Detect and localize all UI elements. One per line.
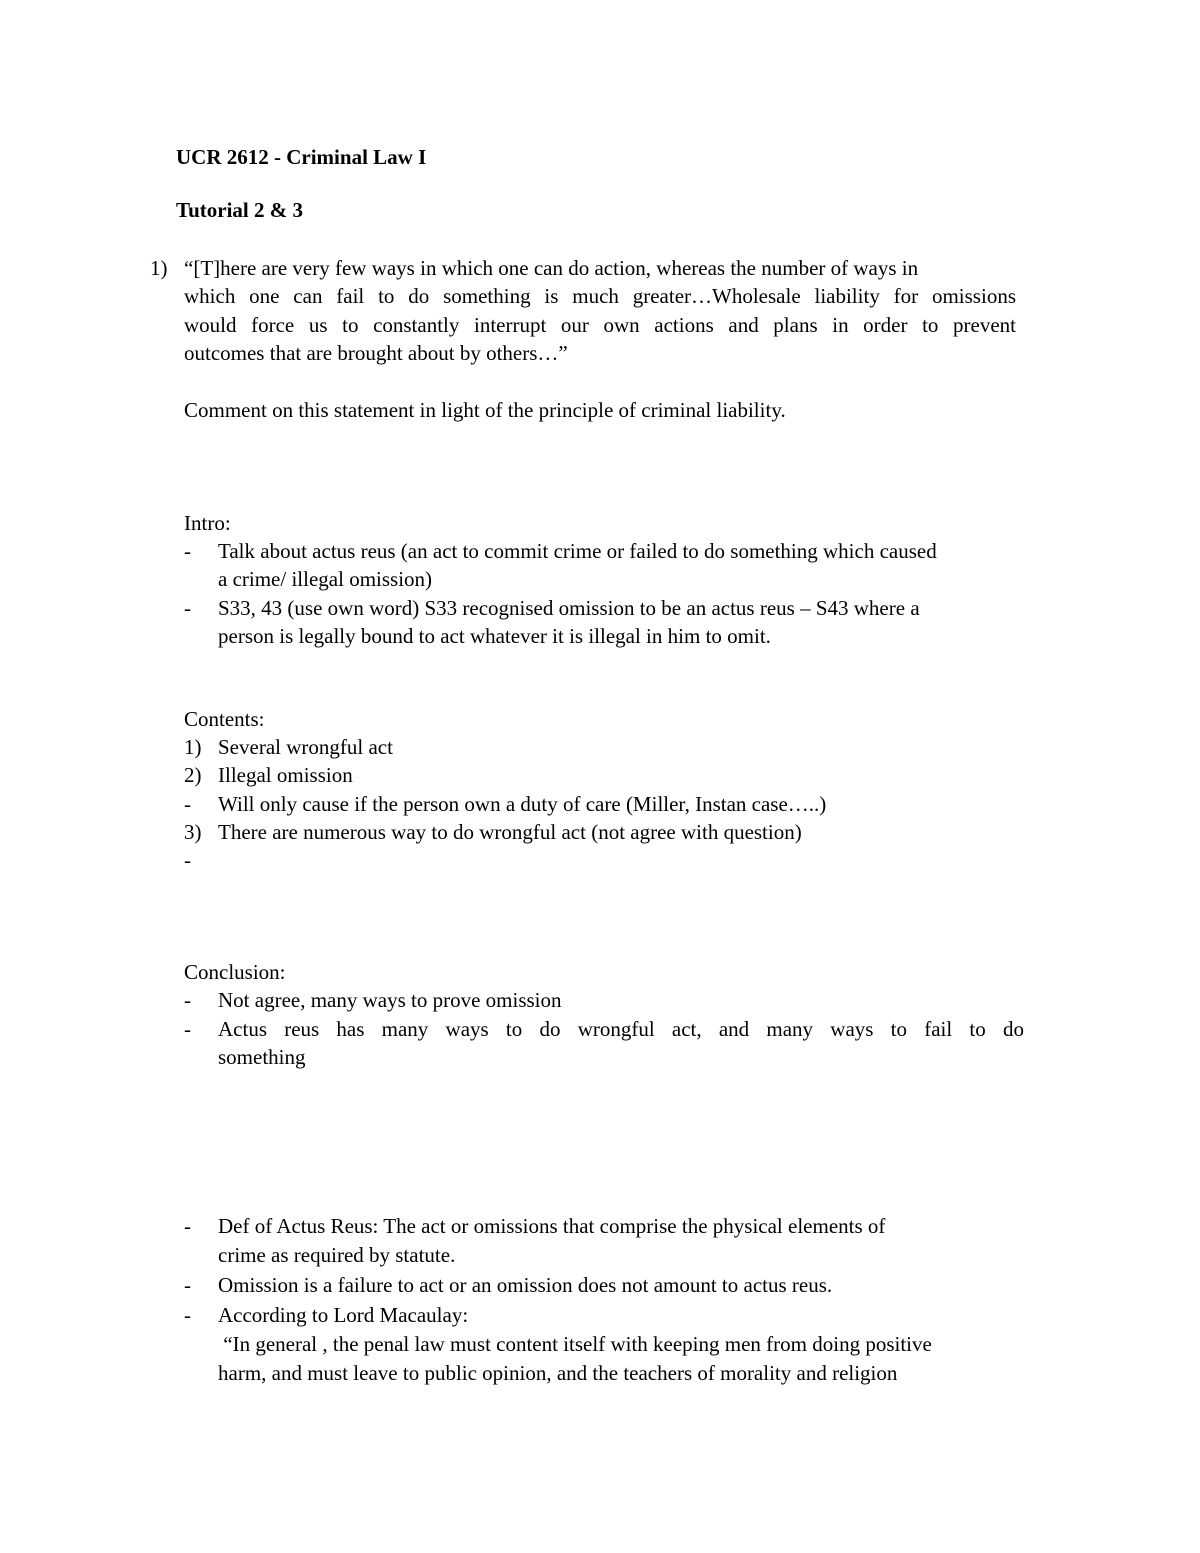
contents-heading: Contents: [184, 707, 265, 731]
conclusion-heading: Conclusion: [184, 960, 286, 984]
list-item-text: Def of Actus Reus: The act or omissions that comprise the physical elements of [218, 1214, 886, 1238]
list-item [0, 1212, 1200, 1241]
list-item [0, 1271, 1200, 1300]
bullet-marker: - [184, 596, 191, 620]
question-quote-line: “[T]here are very few ways in which one can do action, whereas the number of ways in [184, 256, 919, 280]
bullet-marker: - [184, 848, 191, 872]
list-item-text: There are numerous way to do wrongful act (not agree with question) [218, 820, 802, 844]
list-item-text: Will only cause if the person own a duty of care (Miller, Instan case…..) [218, 792, 827, 816]
list-item-text: According to Lord Macaulay: [218, 1303, 469, 1327]
list-item-text: Not agree, many ways to prove omission [218, 988, 562, 1012]
list-item [0, 1015, 1200, 1044]
list-item [0, 790, 1200, 819]
list-item-continuation: crime as required by statute. [218, 1243, 456, 1267]
question-number: 1) [150, 256, 168, 280]
list-marker: 1) [184, 735, 202, 759]
list-item [0, 1301, 1200, 1330]
list-item-text: S33, 43 (use own word) S33 recognised omission to be an actus reus – S43 where a [218, 596, 920, 620]
list-item [0, 818, 1200, 847]
bullet-marker: - [184, 1303, 191, 1327]
list-item-text: Several wrongful act [218, 735, 393, 759]
question-instruction: Comment on this statement in light of the principle of criminal liability. [184, 398, 786, 422]
list-item [0, 594, 1200, 623]
list-item-text: Illegal omission [218, 763, 353, 787]
question-quote-line: would force us to constantly interrupt our own actions and plans in order to prevent [184, 313, 1016, 337]
list-item-text: Omission is a failure to act or an omission does not amount to actus reus. [218, 1273, 833, 1297]
list-item-continuation: something [218, 1045, 306, 1069]
bullet-marker: - [184, 1017, 191, 1041]
list-item-text: Talk about actus reus (an act to commit crime or failed to do something which caused [218, 539, 937, 563]
intro-heading: Intro: [184, 511, 231, 535]
list-item-continuation: a crime/ illegal omission) [218, 567, 433, 591]
bullet-marker: - [184, 988, 191, 1012]
question-quote-line: which one can fail to do something is much greater…Wholesale liability for omissions [184, 284, 1016, 308]
list-marker: 3) [184, 820, 202, 844]
list-marker: 2) [184, 763, 202, 787]
bullet-marker: - [184, 1214, 191, 1238]
document-subtitle: Tutorial 2 & 3 [176, 198, 303, 222]
bullet-marker: - [184, 792, 191, 816]
question-quote-line: outcomes that are brought about by others…” [184, 341, 568, 365]
list-item [0, 537, 1200, 566]
list-item-text: Actus reus has many ways to do wrongful act, and many ways to fail to do [218, 1017, 1024, 1041]
bullet-marker: - [184, 539, 191, 563]
list-item [0, 733, 1200, 762]
list-item-continuation: person is legally bound to act whatever it is illegal in him to omit. [218, 624, 771, 648]
document-title: UCR 2612 - Criminal Law I [176, 145, 427, 169]
list-item [0, 761, 1200, 790]
quote-line: harm, and must leave to public opinion, and the teachers of morality and religion [218, 1361, 898, 1385]
bullet-marker: - [184, 1273, 191, 1297]
list-item [0, 986, 1200, 1015]
quote-line: “In general , the penal law must content itself with keeping men from doing positive [218, 1332, 932, 1356]
list-item [0, 846, 1200, 875]
